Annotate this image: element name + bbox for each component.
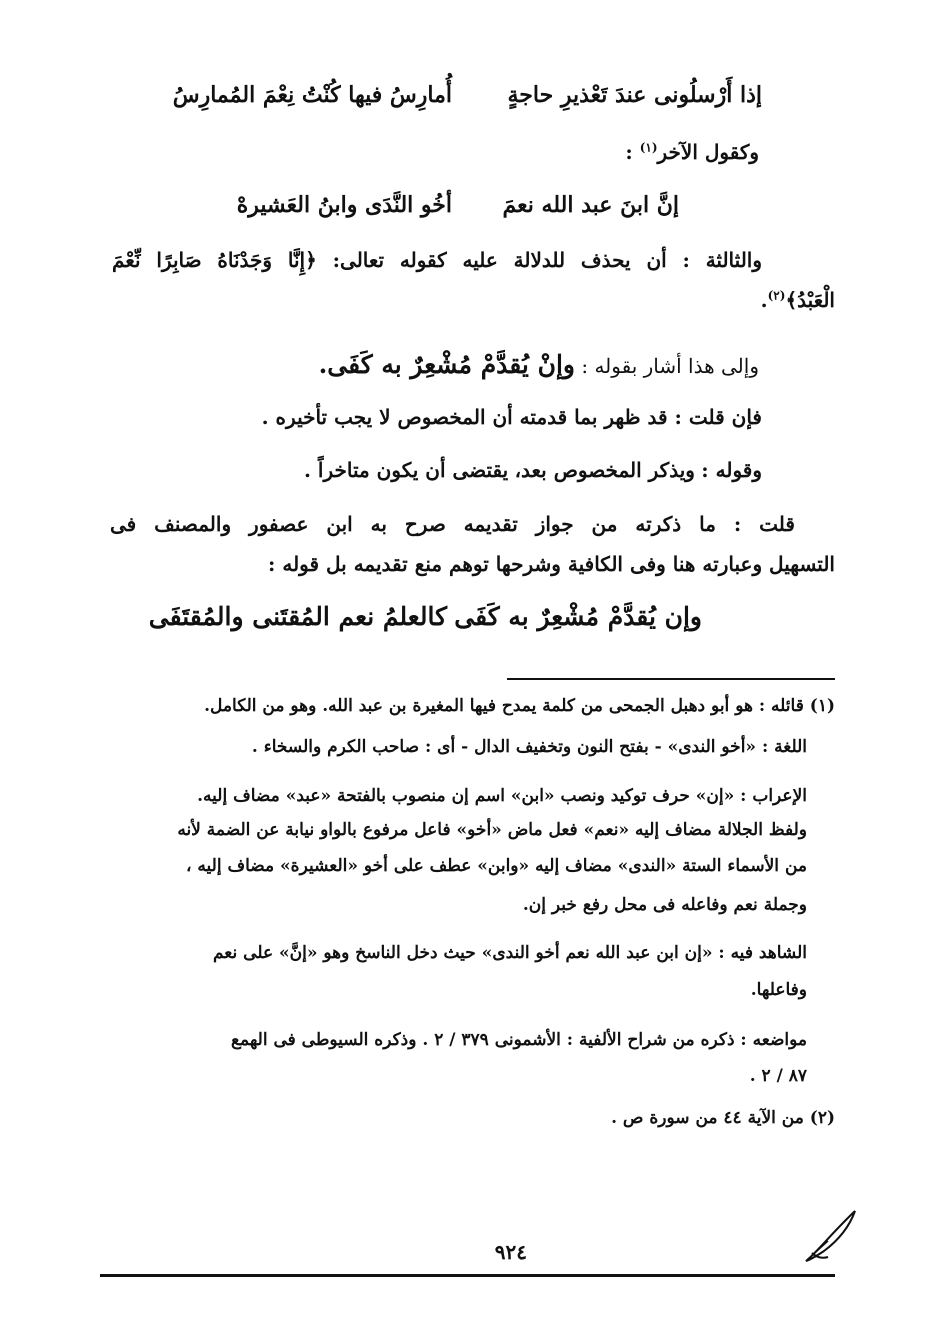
footnote-shahid-1: الشاهد فيه : «إن ابن عبد الله نعم أخو الندى» حيث دخل الناسخ وهو «إنَّ» على نعم (212, 943, 807, 963)
footnote-ref-1: (١) (639, 140, 658, 155)
bottom-rule (100, 1274, 835, 1277)
line-end-dot: . (760, 288, 768, 312)
verse-2-left-hemistich: أخُو النَّدَى وابنُ العَشيرهْ (236, 192, 452, 218)
qawluh-plain-1: وقوله : (701, 458, 762, 482)
intro-second-verse (625, 140, 759, 164)
footnote-irab-3: من الأسماء الستة «الندى» مضاف إليه «وابن» عطف على أخو «العشيرة» مضاف إليه ، (186, 856, 807, 876)
verse-3-left-hemistich: كالعلمُ نعم المُقتَنى والمُقتَفَى (148, 602, 447, 631)
footnote-1-line-1: (١) قائله : هو أبو دهبل الجمحى من كلمة يمدح فيها المغيرة بن عبد الله. وهو من الكامل. (204, 696, 835, 716)
verse-3-right-hemistich: وإن يُقدَّمْ مُشْعِرٌ به كَفَى (454, 602, 702, 631)
paragraph-qult-line-1: قلت : ما ذكرته من جواز تقديمه صرح به ابن عصفور والمصنف فى (110, 512, 795, 536)
footnote-lugha: اللغة : «أخو الندى» - بفتح النون وتخفيف الدال - أى : صاحب الكرم والسخاء . (251, 737, 807, 757)
footnote-irab-2: ولفظ الجلالة مضاف إليه «نعم» فعل ماض «أخو» فاعل مرفوع بالواو نيابة عن الضمة لأنه (177, 820, 807, 840)
footnote-shahid-2: وفاعلها. (750, 980, 807, 1000)
qawluh-bold: ويذكر المخصوص بعد، (514, 458, 695, 482)
ishara-plain: وإلى هذا أشار بقوله : (581, 354, 759, 378)
page-number: ٩٢٤ (494, 1240, 527, 1264)
paragraph-qawluh (304, 458, 762, 482)
quill-pen-icon (800, 1205, 862, 1267)
qawluh-plain-2: يقتضى أن يكون متاخراً . (303, 458, 509, 482)
third-point-line-1: والثالثة : أن يحذف للدلالة عليه كقوله تعالى: ﴿إِنَّا وَجَدْنَاهُ صَابِرًا نِّعْمَ (112, 248, 762, 272)
verse-1-left-hemistich: أُمارِسُ فيها كُنْتُ نِعْمَ المُمارِسُ (172, 82, 452, 108)
verse-2-right-hemistich: إنَّ ابنَ عبد الله نعمَ (502, 192, 679, 218)
quran-verse-end: الْعَبْدُ﴾ (785, 288, 835, 312)
verse-1-right-hemistich: إذا أَرْسلُونى عندَ تَعْذيرِ حاجةٍ (507, 82, 762, 108)
footnote-mawadi-1: مواضعه : ذكره من شراح الألفية : الأشمونى ٣٧٩ / ٢ . وذكره السيوطى فى الهمع (230, 1030, 807, 1050)
footnote-ref-2: (٢) (767, 288, 786, 303)
footnote-irab-1: الإعراب : «إن» حرف توكيد ونصب «ابن» اسم إن منصوب بالفتحة «عبد» مضاف إليه. (197, 786, 807, 806)
footnote-separator (507, 678, 835, 680)
paragraph-fain-qult: فإن قلت : قد ظهر بما قدمته أن المخصوص لا يجب تأخيره . (261, 405, 762, 429)
footnote-irab-4: وجملة نعم وفاعله فى محل رفع خبر إن. (522, 895, 807, 915)
intro-text: وكقول الآخر (657, 140, 759, 164)
intro-colon: : (625, 140, 633, 164)
ishara-bold: وإنْ يُقدَّمْ مُشْعِرٌ به كَفَى. (318, 350, 575, 379)
paragraph-qult-line-2: التسهيل وعبارته هنا وفى الكافية وشرحها توهم منع تقديمه بل قوله : (268, 552, 835, 576)
footnote-mawadi-2: ٨٧ / ٢ . (749, 1066, 807, 1086)
third-point-line-2 (761, 288, 835, 312)
paragraph-ishara (319, 350, 759, 379)
footnote-2: (٢) من الآية ٤٤ من سورة ص . (611, 1108, 835, 1128)
